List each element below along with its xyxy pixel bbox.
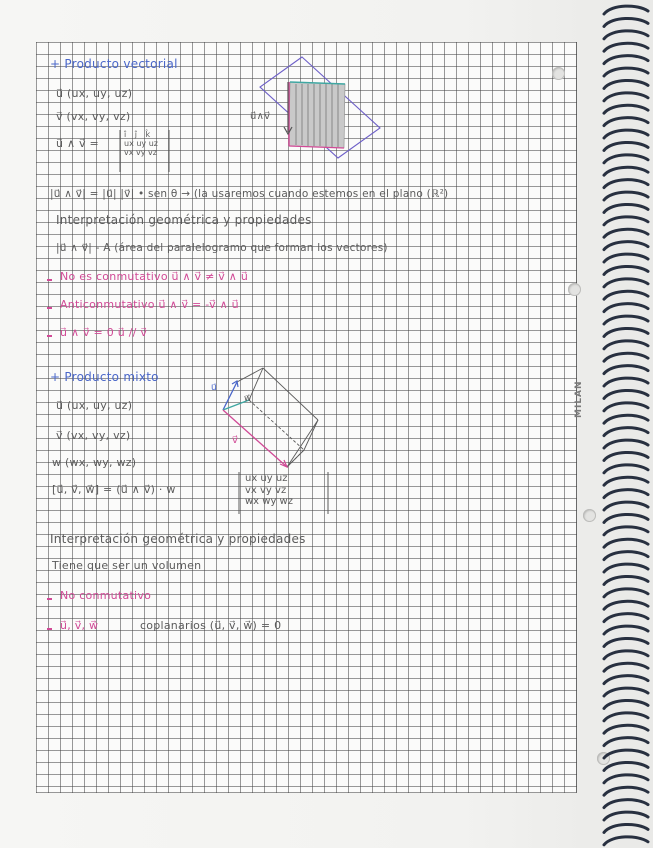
cross-matrix-row-1: î ĵ k̂: [124, 130, 154, 139]
spiral-coil: [604, 316, 648, 324]
v-definition: v⃗ (vx, vy, vz): [56, 110, 131, 123]
cross-product-lhs: u⃗ ∧ v⃗ =: [56, 137, 99, 150]
punch-hole-2: [568, 283, 581, 296]
spiral-binding: [598, 0, 653, 848]
spiral-coil: [604, 155, 648, 163]
spiral-coil: [604, 452, 648, 460]
spiral-coil: [604, 217, 648, 225]
spiral-coil: [604, 824, 648, 832]
spiral-coil: [604, 341, 648, 349]
spiral-coil: [604, 552, 648, 560]
spiral-coil: [604, 378, 648, 386]
spiral-coil: [604, 539, 648, 547]
property-mixed-not-commutative: No conmutativo: [60, 589, 152, 602]
modulus-formula: |u⃗ ∧ v⃗| = |u⃗| |v⃗| • sen θ → (la usaremos cuando estemos en el plano (ℝ²): [50, 188, 449, 200]
cross-matrix: [124, 130, 158, 158]
punch-hole-3: [583, 509, 596, 522]
spiral-coil: [604, 204, 648, 212]
spiral-coil: [604, 353, 648, 361]
spiral-coil: [604, 477, 648, 485]
parallelepiped-diagram: [205, 360, 335, 475]
spiral-coil: [604, 812, 648, 820]
spiral-coil: [604, 428, 648, 436]
bullet-prop1: [47, 279, 52, 281]
spiral-coil: [604, 167, 648, 175]
spiral-coil: [604, 304, 648, 312]
volume-description: Tiene que ser un volumen: [52, 559, 202, 572]
spiral-coil: [604, 638, 648, 646]
spiral-coil: [604, 626, 648, 634]
cross-matrix-row-2: ux uy uz: [124, 139, 158, 149]
spiral-coil: [604, 105, 648, 113]
spiral-coil: [604, 80, 648, 88]
spiral-coil: [604, 6, 648, 14]
spiral-coil: [604, 564, 648, 572]
cross-matrix-row-3: vx vy vz: [124, 148, 157, 158]
property-coplanar-vectors: u⃗, v⃗, w⃗: [60, 619, 99, 632]
brand-label: MILAN: [574, 380, 584, 418]
spiral-coil: [604, 192, 648, 200]
punch-hole-1: [552, 67, 565, 80]
spiral-coil: [604, 328, 648, 336]
area-description: |u⃗ ∧ v⃗| - A (área del paralelogramo que forman los vectores): [56, 242, 388, 254]
spiral-coil: [604, 688, 648, 696]
spiral-coil: [604, 68, 648, 76]
property-not-commutative: No es conmutativo u⃗ ∧ v⃗ ≠ v⃗ ∧ u⃗: [60, 270, 249, 283]
spiral-coil: [604, 576, 648, 584]
v-definition-2: v⃗ (vx, vy, vz): [56, 429, 131, 442]
bullet-mixed-prop2: [47, 628, 52, 630]
spiral-coil: [604, 775, 648, 783]
spiral-coil: [604, 291, 648, 299]
spiral-coil: [604, 366, 648, 374]
bullet-mixed-prop1: [47, 598, 52, 600]
spiral-coil: [604, 787, 648, 795]
spiral-coil: [604, 31, 648, 39]
section-title-mixed-product: + Producto mixto: [50, 370, 159, 384]
u-definition: u⃗ (ux, uy, uz): [56, 87, 133, 100]
spiral-coil: [604, 93, 648, 101]
u-definition-2: u⃗ (ux, uy, uz): [56, 399, 133, 412]
cross-product-diagram-label: u⃗∧v⃗: [250, 111, 271, 122]
spiral-coil: [604, 589, 648, 597]
spiral-coil: [604, 130, 648, 138]
spiral-coil: [604, 514, 648, 522]
spiral-coil: [604, 254, 648, 262]
spiral-coil: [604, 713, 648, 721]
spiral-coil: [604, 676, 648, 684]
mixed-product-formula: [u⃗, v⃗, w⃗] = (u⃗ ∧ v⃗) · w: [52, 483, 176, 496]
spiral-coil: [604, 837, 648, 845]
diagram-label-u: u⃗: [211, 383, 217, 393]
spiral-coil: [604, 725, 648, 733]
spiral-coil: [604, 118, 648, 126]
spiral-coil: [604, 738, 648, 746]
spiral-coil: [604, 490, 648, 498]
spiral-coil: [604, 465, 648, 473]
spiral-coil: [604, 180, 648, 188]
spiral-coil: [604, 440, 648, 448]
spiral-coil: [604, 229, 648, 237]
spiral-coil: [604, 700, 648, 708]
mixed-matrix-row-1: ux uy uz: [245, 473, 288, 484]
spiral-coil: [604, 266, 648, 274]
spiral-coil: [604, 415, 648, 423]
spiral-coil: [604, 390, 648, 398]
spiral-coil: [604, 663, 648, 671]
bullet-prop2: [47, 307, 52, 309]
mixed-matrix: [245, 473, 293, 508]
spiral-coil: [604, 502, 648, 510]
bullet-prop3: [47, 335, 52, 337]
w-definition: w (wx, wy, wz): [52, 456, 137, 469]
mixed-matrix-row-3: wx wy wz: [245, 496, 293, 507]
interpretation-heading-2: Interpretación geométrica y propiedades: [50, 532, 306, 546]
spiral-coil: [604, 242, 648, 250]
section-title-vector-product: + Producto vectorial: [50, 57, 178, 71]
spiral-coil: [604, 43, 648, 51]
interpretation-heading-1: Interpretación geométrica y propiedades: [56, 213, 312, 227]
property-parallel-zero: u⃗ ∧ v⃗ = 0 u⃗ // v⃗: [60, 326, 148, 339]
spiral-coil: [604, 750, 648, 758]
spiral-coil: [604, 614, 648, 622]
diagram-label-v: v⃗: [232, 435, 239, 446]
parallelogram-diagram: [240, 50, 390, 160]
spiral-coil: [604, 403, 648, 411]
spiral-coil: [604, 762, 648, 770]
mixed-matrix-row-2: vx vy vz: [245, 484, 287, 496]
property-anticommutative: Anticonmutativo u⃗ ∧ v⃗ = -v⃗ ∧ u⃗: [60, 298, 239, 311]
spiral-coil: [604, 800, 648, 808]
spiral-coil: [604, 142, 648, 150]
diagram-label-w: w⃗: [244, 394, 252, 404]
spiral-coil: [604, 56, 648, 64]
spiral-coil: [604, 279, 648, 287]
property-coplanar-rest: coplanarios (u⃗, v⃗, w⃗) = 0: [140, 619, 282, 632]
spiral-coil: [604, 601, 648, 609]
spiral-coil: [604, 651, 648, 659]
spiral-coil: [604, 18, 648, 26]
spiral-coil: [604, 527, 648, 535]
